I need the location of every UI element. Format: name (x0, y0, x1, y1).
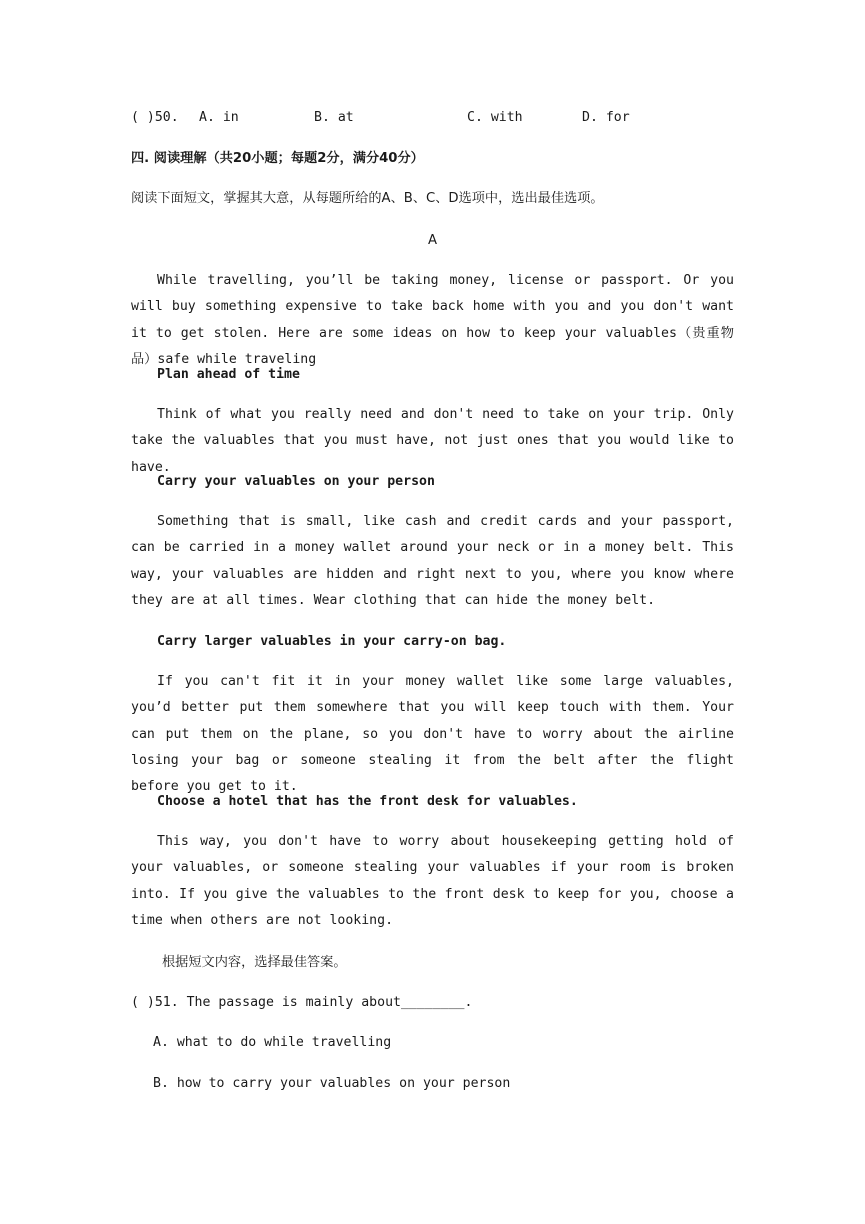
paragraph-carry-on-person: Something that is small, like cash and credit cards and your passport, can be carried in a money wallet around your neck or in a money belt. This way, your valuables are hidden and right next to you, where you know where they are at all times. Wear clothing that can hide the money belt. (131, 514, 734, 608)
option-d: D. for (582, 110, 630, 125)
paragraph-plan-ahead: Think of what you really need and don't need to take on your trip. Only take the valuables that you must have, not just ones that you would like to have. (131, 407, 734, 475)
option-c: C. with (467, 110, 523, 125)
passage-label: A (427, 233, 438, 248)
question-number: ( )50. (131, 110, 179, 125)
subheading-hotel-front-desk: Choose a hotel that has the front desk for valuables. (157, 794, 578, 809)
subheading-carry-on-person: Carry your valuables on your person (157, 474, 435, 489)
subheading-carry-on-bag: Carry larger valuables in your carry-on bag. (157, 634, 507, 649)
question-51-option-b: B. how to carry your valuables on your person (153, 1076, 511, 1091)
passage-intro: While travelling, you’ll be taking money, license or passport. Or you will buy something expensive to take back home with you and you don't want it to get stolen. Here are some ideas on how to keep your valuables（贵重物品）safe while traveling (131, 273, 734, 367)
question-51-stem: ( )51. The passage is mainly about________. (131, 995, 473, 1010)
option-b: B. at (314, 110, 354, 125)
section-instruction: 阅读下面短文，掌握其大意，从每题所给的A、B、C、D选项中，选出最佳选项。 (131, 191, 604, 206)
paragraph-carry-on-bag: If you can't fit it in your money wallet like some large valuables, you’d better put them somewhere that you will keep touch with them. Your can put them on the plane, so you don't have to worry about the airline losing your bag or someone stealing it from the belt after the flight before you get to it. (131, 674, 734, 795)
option-a: A. in (199, 110, 239, 125)
question-51-option-a: A. what to do while travelling (153, 1035, 392, 1050)
subheading-plan-ahead: Plan ahead of time (157, 367, 300, 382)
paragraph-hotel-front-desk: This way, you don't have to worry about housekeeping getting hold of your valuables, or someone stealing your valuables if your room is broken into. If you give the valuables to the front desk to keep for you, choose a time when others are not looking. (131, 834, 734, 928)
question-50 (131, 107, 734, 129)
task-instruction: 根据短文内容，选择最佳答案。 (162, 955, 347, 970)
section-heading: 四. 阅读理解（共20小题；每题2分，满分40分） (131, 151, 424, 166)
